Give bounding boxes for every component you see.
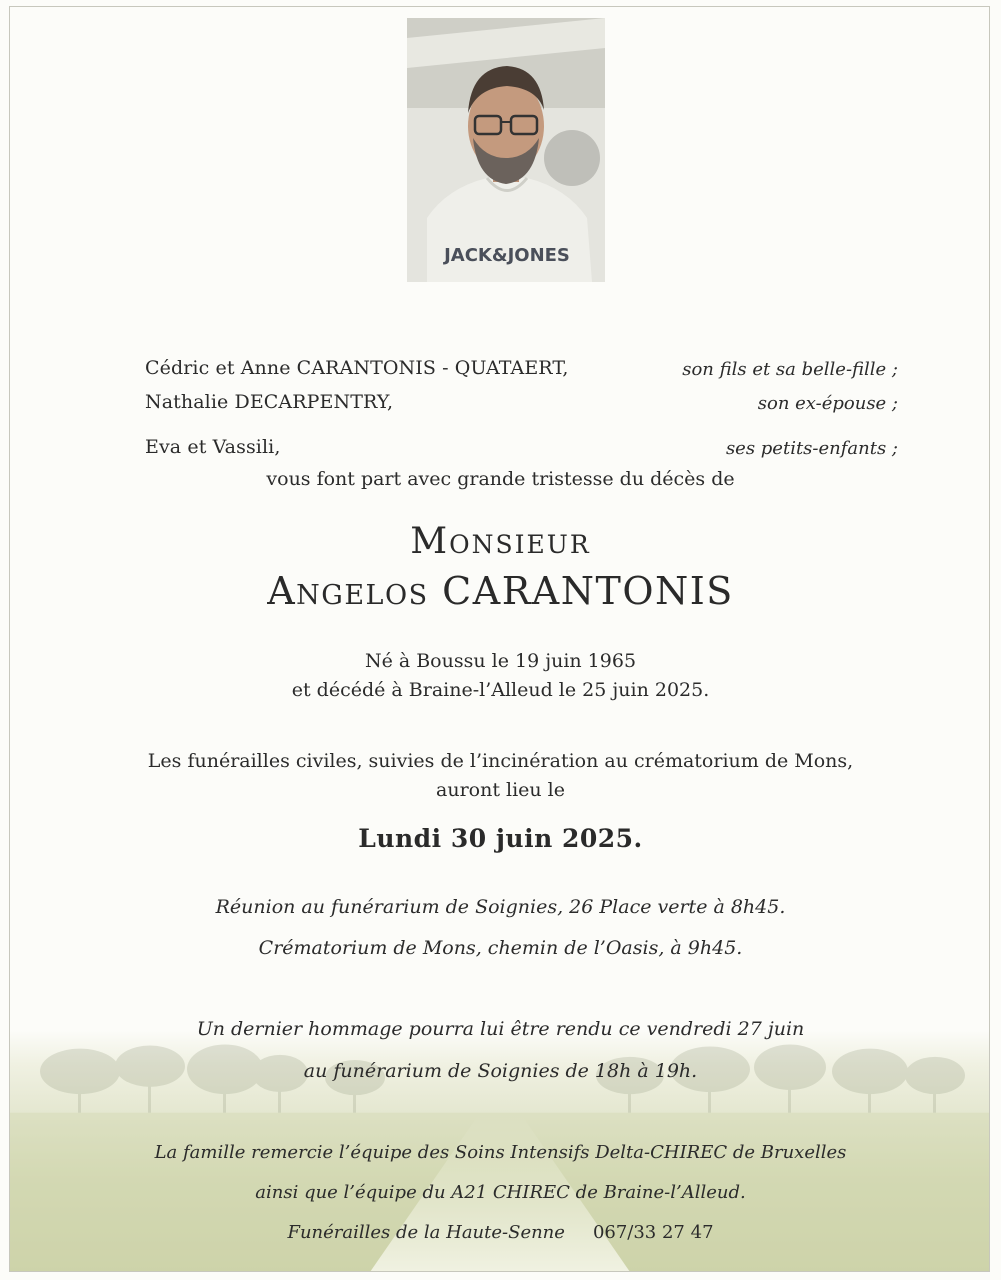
tribute-line-2: au funérarium de Soignies de 18h à 19h.	[303, 1060, 698, 1082]
family-name-1: Cédric et Anne CARANTONIS - QUATAERT,	[145, 357, 569, 379]
funeral-info-line1: Les funérailles civiles, suivies de l’incinération au crématorium de Mons,	[147, 750, 854, 772]
funeral-info-line2: auront lieu le	[436, 779, 565, 801]
family-relation-1: son fils et sa belle-fille ;	[682, 359, 898, 380]
funeral-home-footer	[0, 1222, 1001, 1243]
thanks-line-2: ainsi que l’équipe du A21 CHIREC de Braine-l’Alleud.	[255, 1182, 746, 1203]
funeral-date: Lundi 30 juin 2025.	[358, 824, 643, 853]
schedule-item-2: Crématorium de Mons, chemin de l’Oasis, à 9h45.	[258, 937, 743, 959]
family-name-3: Eva et Vassili,	[145, 436, 281, 458]
deceased-name: Angelos CARANTONIS	[267, 569, 734, 613]
svg-text:JACK&JONES: JACK&JONES	[444, 245, 570, 266]
schedule-item-1: Réunion au funérarium de Soignies, 26 Place verte à 8h45.	[215, 896, 786, 918]
birth-info: Né à Boussu le 19 juin 1965	[364, 650, 637, 672]
death-info: et décédé à Braine-l’Alleud le 25 juin 2025.	[291, 679, 710, 701]
funeral-home-phone: 067/33 27 47	[592, 1222, 714, 1243]
family-name-2: Nathalie DECARPENTRY,	[145, 391, 394, 413]
thanks-line-1: La famille remercie l’équipe des Soins Intensifs Delta-CHIREC de Bruxelles	[154, 1142, 847, 1163]
funeral-home-name: Funérailles de la Haute-Senne	[287, 1222, 565, 1243]
family-relation-2: son ex-épouse ;	[757, 393, 898, 414]
tribute-line-1: Un dernier hommage pourra lui être rendu ce vendredi 27 juin	[196, 1018, 805, 1040]
announcement-intro: vous font part avec grande tristesse du décès de	[266, 468, 735, 490]
deceased-title: Monsieur	[410, 521, 591, 562]
family-relation-3: ses petits-enfants ;	[725, 438, 898, 459]
